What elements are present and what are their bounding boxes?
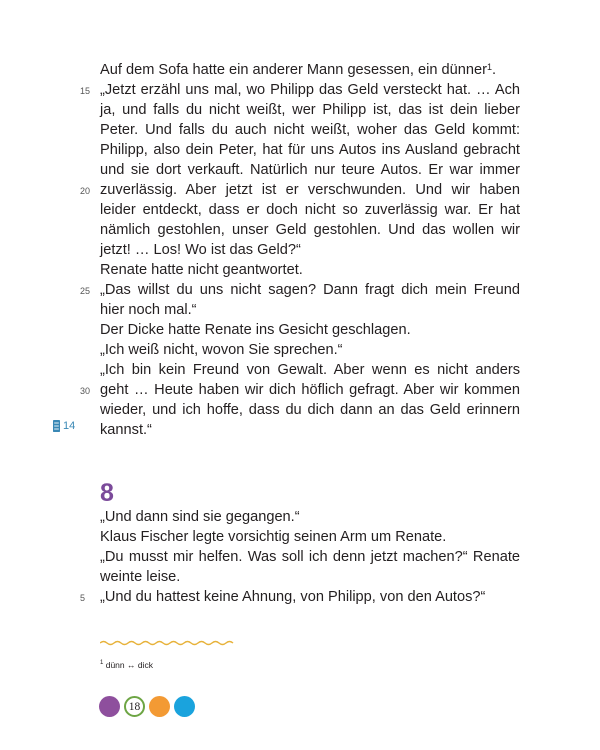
footnote-divider (100, 638, 234, 648)
line-text: Philipp, also dein Peter, hat für uns Autos ins Ausland gebracht (100, 142, 520, 158)
text-line (100, 200, 520, 220)
audio-track-icon (53, 420, 60, 432)
text-line (100, 547, 520, 567)
line-number: 5 (80, 593, 86, 603)
text-line (100, 360, 520, 380)
text-line (100, 507, 520, 527)
line-number: 20 (80, 186, 91, 196)
line-text: Auf dem Sofa hatte ein anderer Mann gesessen, ein dünner (100, 62, 487, 78)
text-line (100, 320, 520, 340)
page-footer (99, 696, 195, 717)
footnote (100, 657, 153, 671)
text-line (100, 100, 520, 120)
chapter-number: 8 (100, 479, 114, 507)
story-passage-1 (80, 60, 520, 440)
line-text: „Ich bin kein Freund von Gewalt. Aber wenn es nicht anders (100, 362, 520, 378)
line-text: Klaus Fischer legte vorsichtig seinen Arm um Renate. (100, 529, 447, 545)
line-text: weinte leise. (100, 569, 181, 585)
text-line (100, 120, 520, 140)
line-text: jetzt! … Los! Wo ist das Geld?“ (100, 242, 301, 258)
text-line (100, 140, 520, 160)
line-text: zuverlässig. Aber jetzt ist er verschwunden. Und wir haben (100, 182, 520, 198)
line-text: hier noch mal.“ (100, 302, 197, 318)
text-line (100, 260, 520, 280)
text-line: Auf dem Sofa hatte ein anderer Mann gesessen, ein dünner$^1$. (100, 62, 497, 78)
line-text: „Und du hattest keine Ahnung, von Philipp, von den Autos?“ (100, 589, 486, 605)
text-line (100, 160, 520, 180)
text-line (80, 180, 520, 200)
orange-dot (149, 696, 170, 717)
blue-dot (174, 696, 195, 717)
line-text: Renate hatte nicht geantwortet. (100, 262, 303, 278)
line-number: 25 (80, 286, 91, 296)
line-text: ja, und falls du nicht weißt, wer Philipp ist, das ist dein lieber (100, 102, 520, 118)
text-line (80, 587, 520, 607)
line-text: „Jetzt erzähl uns mal, wo Philipp das Geld versteckt hat. … Ach (100, 82, 520, 98)
text-line (80, 80, 520, 100)
text-line (100, 400, 520, 420)
line-text: „Du musst mir helfen. Was soll ich denn jetzt machen?“ Renate (100, 549, 520, 565)
audio-track-marker[interactable] (53, 419, 75, 433)
line-text: und sie dort verkauft. Natürlich nur teure Autos. Er war immer (100, 162, 520, 178)
audio-track-number: 14 (63, 420, 76, 432)
line-text: wieder, und ich hoffe, dass du dich dann an das Geld erinnern (100, 402, 520, 418)
story-passage-2 (80, 507, 520, 607)
line-text: Peter. Und falls du auch nicht weißt, woher das Geld kommt: (100, 122, 520, 138)
text-line (100, 527, 520, 547)
text-line (100, 300, 520, 320)
purple-dot (99, 696, 120, 717)
text-line (100, 240, 520, 260)
line-text: leider entdeckt, dass er doch nicht so zuverlässig war. Er hat (100, 202, 520, 218)
page-number: 18 (124, 696, 145, 717)
footnote-marker: 1 (100, 660, 104, 666)
line-number: 15 (80, 86, 91, 96)
line-text: „Ich weiß nicht, wovon Sie sprechen.“ (100, 342, 343, 358)
footnote-text: dünn ↔ dick (105, 659, 153, 670)
line-number: 30 (80, 386, 91, 396)
footnote-reference: 1 (487, 62, 493, 72)
text-line (100, 567, 520, 587)
text-line (100, 420, 520, 440)
line-text: „Und dann sind sie gegangen.“ (100, 509, 300, 525)
text-line (80, 380, 520, 400)
line-text: geht … Heute haben wir dich höflich gefragt. Aber wir kommen (100, 382, 520, 398)
line-text: Der Dicke hatte Renate ins Gesicht geschlagen. (100, 322, 411, 338)
line-text: „Das willst du uns nicht sagen? Dann fragt dich mein Freund (100, 282, 520, 298)
text-line (100, 220, 520, 240)
text-line (100, 340, 520, 360)
line-text: kannst.“ (100, 422, 152, 438)
line-text: nämlich gestohlen, unser Geld gestohlen. Und das wollen wir (100, 222, 520, 238)
text-line (80, 280, 520, 300)
